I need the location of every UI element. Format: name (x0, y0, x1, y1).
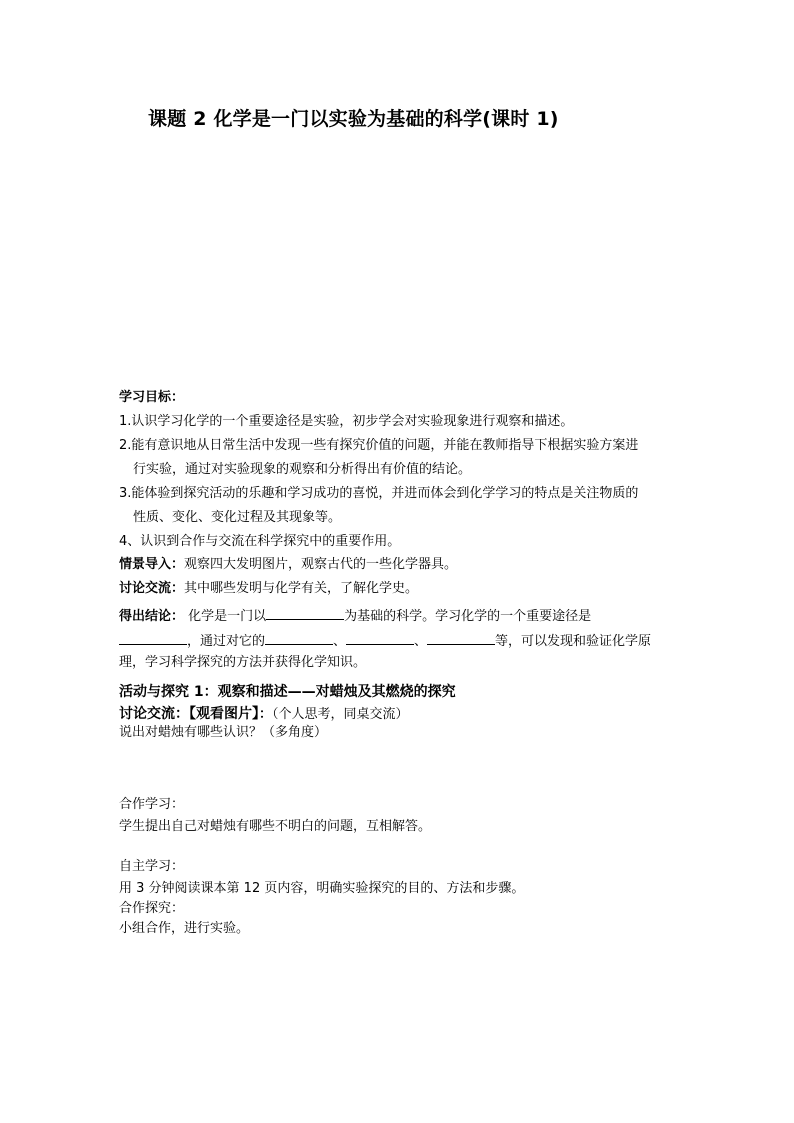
objective-1: 1.认识学习化学的一个重要途径是实验，初步学会对实验现象进行观察和描述。 (119, 414, 574, 429)
conclusion-part4: 等，可以发现和验证化学原 (495, 634, 652, 649)
intro-line (119, 556, 457, 574)
conclusion-part3: ，通过对它的 (187, 634, 266, 649)
fill-blank-2[interactable] (119, 630, 187, 645)
conclusion-sep2: 、 (414, 634, 428, 649)
page-title: 课题 2 化学是一门以实验为基础的科学(课时 1) (148, 108, 559, 130)
fill-blank-5[interactable] (427, 630, 495, 645)
coop-learning-text: 学生提出自己对蜡烛有哪些不明白的问题，互相解答。 (119, 819, 432, 834)
objective-4: 4、认识到合作与交流在科学探究中的重要作用。 (119, 534, 401, 549)
fill-blank-3[interactable] (265, 630, 333, 645)
discussion-text: 其中哪些发明与化学有关，了解化学史。 (184, 581, 419, 596)
objective-2: 2.能有意识地从日常生活中发现一些有探究价值的问题，并能在教师指导下根据实验方案进 (119, 438, 639, 453)
conclusion-line-2 (119, 630, 651, 651)
fill-blank-4[interactable] (346, 630, 414, 645)
activity-discuss-note: （个人思考，同桌交流） (272, 707, 409, 722)
activity-question: 说出对蜡烛有哪些认识？（多角度） (119, 725, 328, 740)
self-learning-heading: 自主学习： (119, 859, 185, 874)
coop-explore-heading: 合作探究： (119, 901, 185, 916)
conclusion-label: 得出结论： (119, 609, 185, 624)
activity-discuss-colon: ： (259, 707, 273, 722)
fill-blank-1[interactable] (266, 605, 344, 620)
conclusion-line-1 (119, 605, 591, 626)
discussion-label: 讨论交流： (119, 581, 185, 596)
conclusion-part1: 化学是一门以 (188, 609, 267, 624)
objective-2-cont: 行实验，通过对实验现象的观察和分析得出有价值的结论。 (133, 462, 472, 477)
activity-title: 活动与探究 1：观察和描述——对蜡烛及其燃烧的探究 (119, 684, 456, 700)
self-learning-text: 用 3 分钟阅读课本第 12 页内容，明确实验探究的目的、方法和步骤。 (119, 881, 525, 896)
objective-3: 3.能体验到探究活动的乐趣和学习成功的喜悦，并进而体会到化学学习的特点是关注物质的 (119, 486, 639, 501)
intro-label: 情景导入： (119, 557, 185, 572)
intro-text: 观察四大发明图片，观察古代的一些化学器具。 (184, 557, 458, 572)
coop-explore-text: 小组合作，进行实验。 (119, 921, 250, 936)
objectives-heading: 学习目标： (119, 390, 185, 405)
conclusion-sep1: 、 (333, 634, 347, 649)
conclusion-line-3: 理，学习科学探究的方法并获得化学知识。 (119, 655, 367, 670)
objective-3-cont: 性质、变化、变化过程及其现象等。 (133, 510, 342, 525)
discussion-line (119, 580, 418, 598)
coop-learning-heading: 合作学习： (119, 797, 185, 812)
activity-discuss-label: 讨论交流：【观看图片】 (119, 706, 259, 722)
activity-discuss-line (119, 705, 409, 724)
conclusion-part2: 为基础的科学。学习化学的一个重要途径是 (344, 609, 592, 624)
